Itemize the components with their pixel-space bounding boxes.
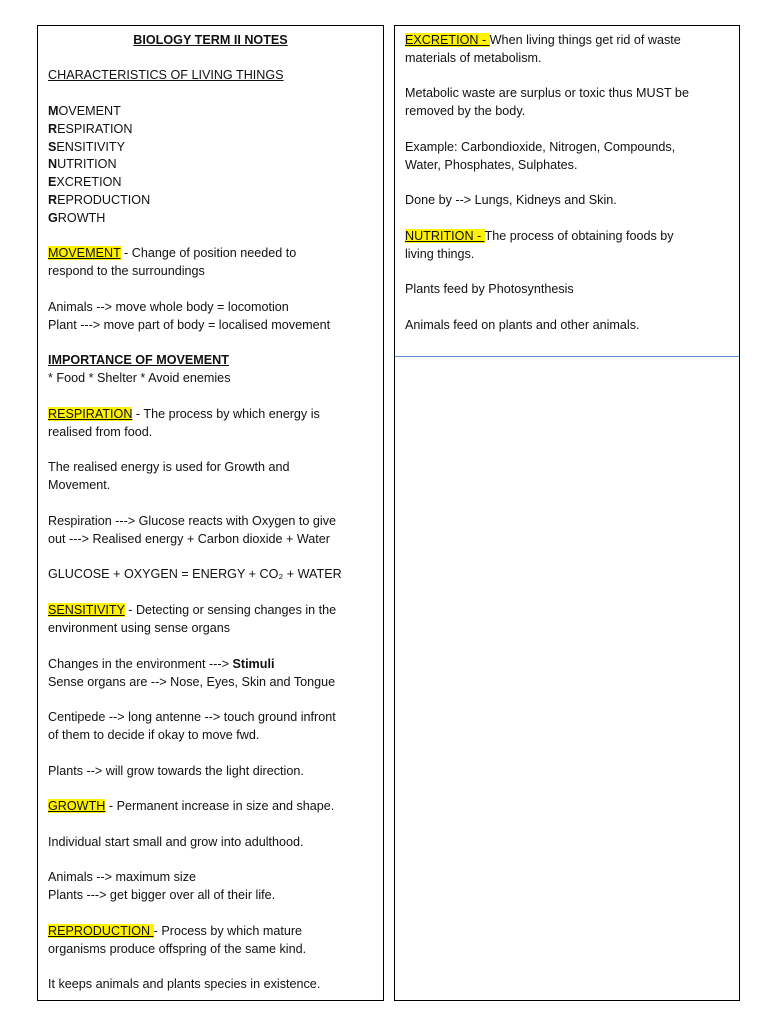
- growth-individual: Individual start small and grow into adulthood.: [48, 835, 304, 849]
- respiration-process: Respiration ---> Glucose reacts with Oxygen to give: [48, 514, 337, 528]
- excretion-definition-cont: materials of metabolism.: [405, 51, 542, 65]
- mnemonic-item: REPRODUCTION: [48, 193, 151, 207]
- reproduction-definition: REPRODUCTION - Process by which mature: [48, 924, 303, 938]
- respiration-energy-cont: Movement.: [48, 478, 111, 492]
- nutrition-animals: Animals feed on plants and other animals.: [405, 318, 640, 332]
- mnemonic-item: GROWTH: [48, 210, 106, 225]
- excretion-done-by: Done by --> Lungs, Kidneys and Skin.: [405, 193, 617, 207]
- respiration-energy: The realised energy is used for Growth and: [48, 460, 290, 474]
- sensitivity-centipede: Centipede --> long antenne --> touch ground infront: [48, 710, 336, 724]
- respiration-process-cont: out ---> Realised energy + Carbon dioxide + Water: [48, 532, 330, 546]
- right-column: [394, 25, 740, 1001]
- movement-plant: Plant ---> move part of body = localised movement: [48, 318, 331, 332]
- nutrition-plants: Plants feed by Photosynthesis: [405, 282, 574, 296]
- movement-definition: MOVEMENT - Change of position needed to: [48, 246, 297, 260]
- nutrition-term: NUTRITION -: [405, 229, 485, 243]
- reproduction-existence: It keeps animals and plants species in existence.: [48, 977, 321, 991]
- stimuli-word: Stimuli: [232, 657, 275, 671]
- movement-term: MOVEMENT: [48, 246, 121, 260]
- respiration-definition: RESPIRATION - The process by which energy is: [48, 407, 320, 421]
- excretion-term: EXCRETION -: [405, 33, 490, 47]
- page-title: BIOLOGY TERM II NOTES: [133, 33, 288, 47]
- growth-definition: GROWTH - Permanent increase in size and shape.: [48, 799, 335, 813]
- sensitivity-definition-cont: environment using sense organs: [48, 621, 231, 635]
- movement-definition-cont: respond to the surroundings: [48, 264, 205, 278]
- excretion-waste: Metabolic waste are surplus or toxic thus MUST be: [405, 86, 689, 100]
- respiration-term: RESPIRATION: [48, 407, 133, 421]
- sensitivity-changes: Changes in the environment ---> Stimuli: [48, 657, 275, 671]
- excretion-example: Example: Carbondioxide, Nitrogen, Compounds,: [405, 140, 676, 154]
- sensitivity-term: SENSITIVITY: [48, 603, 125, 617]
- nutrition-definition: NUTRITION - The process of obtaining foods by: [405, 229, 674, 243]
- mnemonic-item: MOVEMENT: [48, 104, 121, 118]
- mnemonic-item: EXCRETION: [48, 175, 122, 190]
- nutrition-definition-cont: living things.: [405, 247, 475, 261]
- excretion-waste-cont: removed by the body.: [405, 104, 526, 118]
- importance-items: * Food * Shelter * Avoid enemies: [48, 371, 231, 385]
- respiration-equation: GLUCOSE + OXYGEN = ENERGY + CO₂ + WATER: [48, 567, 342, 581]
- importance-heading: IMPORTANCE OF MOVEMENT: [48, 353, 229, 367]
- excretion-definition: EXCRETION - When living things get rid of waste: [405, 33, 681, 47]
- growth-animals: Animals --> maximum size: [48, 870, 197, 884]
- growth-plants: Plants ---> get bigger over all of their life.: [48, 888, 276, 902]
- mnemonic-item: RESPIRATION: [48, 121, 133, 136]
- left-column: [37, 25, 384, 1001]
- mnemonic-item: NUTRITION: [48, 157, 117, 172]
- growth-term: GROWTH: [48, 799, 106, 813]
- mnemonic-item: SENSITIVITY: [48, 139, 125, 154]
- sensitivity-centipede-cont: of them to decide if okay to move fwd.: [48, 728, 260, 742]
- reproduction-definition-cont: organisms produce offspring of the same kind.: [48, 942, 307, 956]
- sensitivity-plants: Plants --> will grow towards the light direction.: [48, 764, 304, 778]
- sensitivity-definition: SENSITIVITY - Detecting or sensing changes in the: [48, 603, 337, 617]
- reproduction-term: REPRODUCTION: [48, 924, 154, 938]
- movement-animals: Animals --> move whole body = locomotion: [48, 300, 289, 314]
- characteristics-heading: CHARACTERISTICS OF LIVING THINGS: [48, 68, 284, 82]
- sensitivity-organs: Sense organs are --> Nose, Eyes, Skin and Tongue: [48, 675, 336, 689]
- section-divider: [395, 356, 739, 357]
- respiration-definition-cont: realised from food.: [48, 425, 153, 439]
- excretion-example-cont: Water, Phosphates, Sulphates.: [405, 158, 578, 172]
